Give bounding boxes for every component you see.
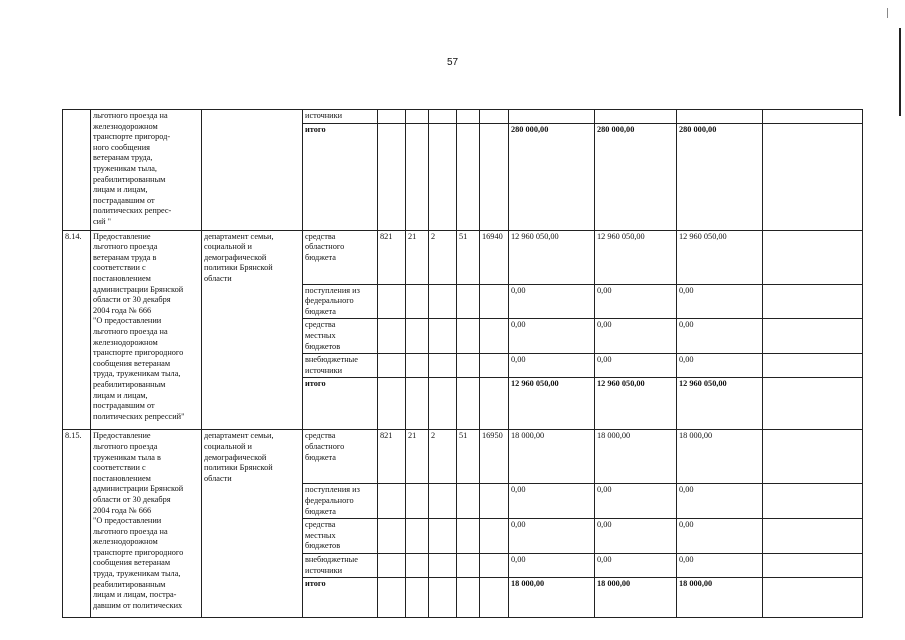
value-cell: 280 000,00 — [595, 123, 677, 230]
value-cell: 0,00 — [677, 553, 763, 577]
code-cell — [429, 354, 457, 378]
source-label: средства областного бюджета — [303, 430, 378, 484]
scan-edge-mark — [899, 28, 901, 116]
blank-cell — [763, 430, 863, 484]
blank-cell — [763, 284, 863, 319]
total-label: итого — [303, 123, 378, 230]
value-cell: 0,00 — [595, 354, 677, 378]
value-cell: 0,00 — [595, 553, 677, 577]
code-cell — [429, 519, 457, 554]
value-cell: 18 000,00 — [677, 578, 763, 618]
code-cell — [378, 378, 406, 430]
source-label: источники — [303, 110, 378, 124]
code-cell — [378, 519, 406, 554]
value-cell: 0,00 — [677, 519, 763, 554]
measure-name-cell: Предоставление льготного проезда ветеранам труда в соответствии с постановлением администрации Брянской области от 30 декабря 2004 года № 666 "О предоставлении льготного проезда на железнодорожном транспорте пригородного сообщения ветеранам труда, труженикам тыла, реабилитированным лицам и лицам, пострадавшим от политических репрессий" — [91, 230, 202, 430]
code-cell: 51 — [457, 230, 480, 284]
code-cell — [429, 578, 457, 618]
code-cell — [457, 484, 480, 519]
number-cell: 8.15. — [63, 430, 91, 618]
code-cell: 51 — [457, 430, 480, 484]
value-cell — [509, 110, 595, 124]
value-cell: 18 000,00 — [677, 430, 763, 484]
blank-cell — [763, 354, 863, 378]
code-cell: 21 — [406, 230, 429, 284]
blank-cell — [763, 110, 863, 124]
value-cell: 0,00 — [595, 519, 677, 554]
code-cell — [429, 123, 457, 230]
code-cell — [406, 110, 429, 124]
code-cell — [480, 553, 509, 577]
table-row — [63, 230, 863, 284]
value-cell: 0,00 — [677, 284, 763, 319]
value-cell: 0,00 — [509, 519, 595, 554]
blank-cell — [763, 484, 863, 519]
source-label: внебюджетные источники — [303, 553, 378, 577]
value-cell: 18 000,00 — [509, 578, 595, 618]
value-cell — [595, 110, 677, 124]
value-cell: 0,00 — [509, 553, 595, 577]
table-row — [63, 110, 863, 124]
code-cell — [457, 578, 480, 618]
code-cell: 821 — [378, 230, 406, 284]
measure-name-cell: Предоставление льготного проезда труженикам тыла в соответствии с постановлением администрации Брянской области от 30 декабря 2004 года № 666 "О предоставлении льготного проезда на железнодорожном транспорте пригородного сообщения ветеранам труда, труженикам тыла, реабилитированным лицам и лицам, постра- давшим от политических — [91, 430, 202, 618]
value-cell: 12 960 050,00 — [509, 378, 595, 430]
code-cell — [429, 378, 457, 430]
value-cell: 18 000,00 — [595, 578, 677, 618]
code-cell — [378, 484, 406, 519]
value-cell: 280 000,00 — [677, 123, 763, 230]
blank-cell — [763, 578, 863, 618]
code-cell — [406, 553, 429, 577]
code-cell — [378, 123, 406, 230]
code-cell — [429, 319, 457, 354]
blank-cell — [763, 519, 863, 554]
code-cell — [480, 519, 509, 554]
total-label: итого — [303, 578, 378, 618]
code-cell — [480, 354, 509, 378]
scan-tick-mark — [887, 8, 888, 18]
table-row — [63, 430, 863, 484]
page-number: 57 — [446, 57, 459, 68]
code-cell — [378, 578, 406, 618]
value-cell: 12 960 050,00 — [509, 230, 595, 284]
code-cell: 821 — [378, 430, 406, 484]
value-cell: 0,00 — [509, 284, 595, 319]
code-cell — [429, 110, 457, 124]
code-cell: 16940 — [480, 230, 509, 284]
value-cell: 280 000,00 — [509, 123, 595, 230]
executor-cell: департамент семьи, социальной и демографической политики Брянской области — [202, 430, 303, 618]
blank-cell — [763, 123, 863, 230]
source-label: средства областного бюджета — [303, 230, 378, 284]
code-cell — [480, 110, 509, 124]
total-label: итого — [303, 378, 378, 430]
value-cell — [677, 110, 763, 124]
value-cell: 0,00 — [595, 284, 677, 319]
code-cell — [480, 284, 509, 319]
value-cell: 18 000,00 — [509, 430, 595, 484]
code-cell: 16950 — [480, 430, 509, 484]
value-cell: 12 960 050,00 — [595, 378, 677, 430]
blank-cell — [763, 378, 863, 430]
code-cell — [480, 123, 509, 230]
value-cell: 0,00 — [595, 484, 677, 519]
code-cell — [480, 578, 509, 618]
code-cell — [406, 319, 429, 354]
code-cell — [378, 319, 406, 354]
code-cell — [457, 123, 480, 230]
code-cell — [406, 284, 429, 319]
source-label: внебюджетные источники — [303, 354, 378, 378]
value-cell: 12 960 050,00 — [677, 230, 763, 284]
code-cell: 2 — [429, 230, 457, 284]
code-cell — [457, 319, 480, 354]
executor-cell: департамент семьи, социальной и демографической политики Брянской области — [202, 230, 303, 430]
code-cell — [406, 484, 429, 519]
source-label: поступления из федерального бюджета — [303, 484, 378, 519]
value-cell: 12 960 050,00 — [677, 378, 763, 430]
blank-cell — [763, 230, 863, 284]
number-cell: 8.14. — [63, 230, 91, 430]
code-cell — [378, 110, 406, 124]
code-cell: 21 — [406, 430, 429, 484]
value-cell: 0,00 — [677, 319, 763, 354]
code-cell — [480, 378, 509, 430]
blank-cell — [763, 553, 863, 577]
code-cell — [429, 484, 457, 519]
value-cell: 12 960 050,00 — [595, 230, 677, 284]
code-cell — [480, 319, 509, 354]
budget-table — [62, 109, 863, 618]
source-label: поступления из федерального бюджета — [303, 284, 378, 319]
code-cell — [406, 354, 429, 378]
number-cell — [63, 110, 91, 231]
code-cell — [457, 110, 480, 124]
code-cell — [406, 378, 429, 430]
code-cell: 2 — [429, 430, 457, 484]
code-cell — [378, 284, 406, 319]
code-cell — [406, 519, 429, 554]
blank-cell — [763, 319, 863, 354]
value-cell: 0,00 — [677, 354, 763, 378]
source-label: средства местных бюджетов — [303, 319, 378, 354]
value-cell: 0,00 — [677, 484, 763, 519]
value-cell: 0,00 — [509, 354, 595, 378]
code-cell — [457, 519, 480, 554]
value-cell: 18 000,00 — [595, 430, 677, 484]
executor-cell — [202, 110, 303, 231]
source-label: средства местных бюджетов — [303, 519, 378, 554]
code-cell — [406, 578, 429, 618]
code-cell — [429, 284, 457, 319]
value-cell: 0,00 — [509, 319, 595, 354]
code-cell — [457, 553, 480, 577]
code-cell — [429, 553, 457, 577]
value-cell: 0,00 — [595, 319, 677, 354]
code-cell — [480, 484, 509, 519]
code-cell — [457, 378, 480, 430]
code-cell — [457, 284, 480, 319]
code-cell — [406, 123, 429, 230]
code-cell — [378, 354, 406, 378]
measure-name-cell: льготного проезда на железнодорожном транспорте пригород- ного сообщения ветеранам труда, труженикам тыла, реабилитированным лицам и лицам, пострадавшим от политических репрес- сий " — [91, 110, 202, 231]
code-cell — [457, 354, 480, 378]
value-cell: 0,00 — [509, 484, 595, 519]
code-cell — [378, 553, 406, 577]
